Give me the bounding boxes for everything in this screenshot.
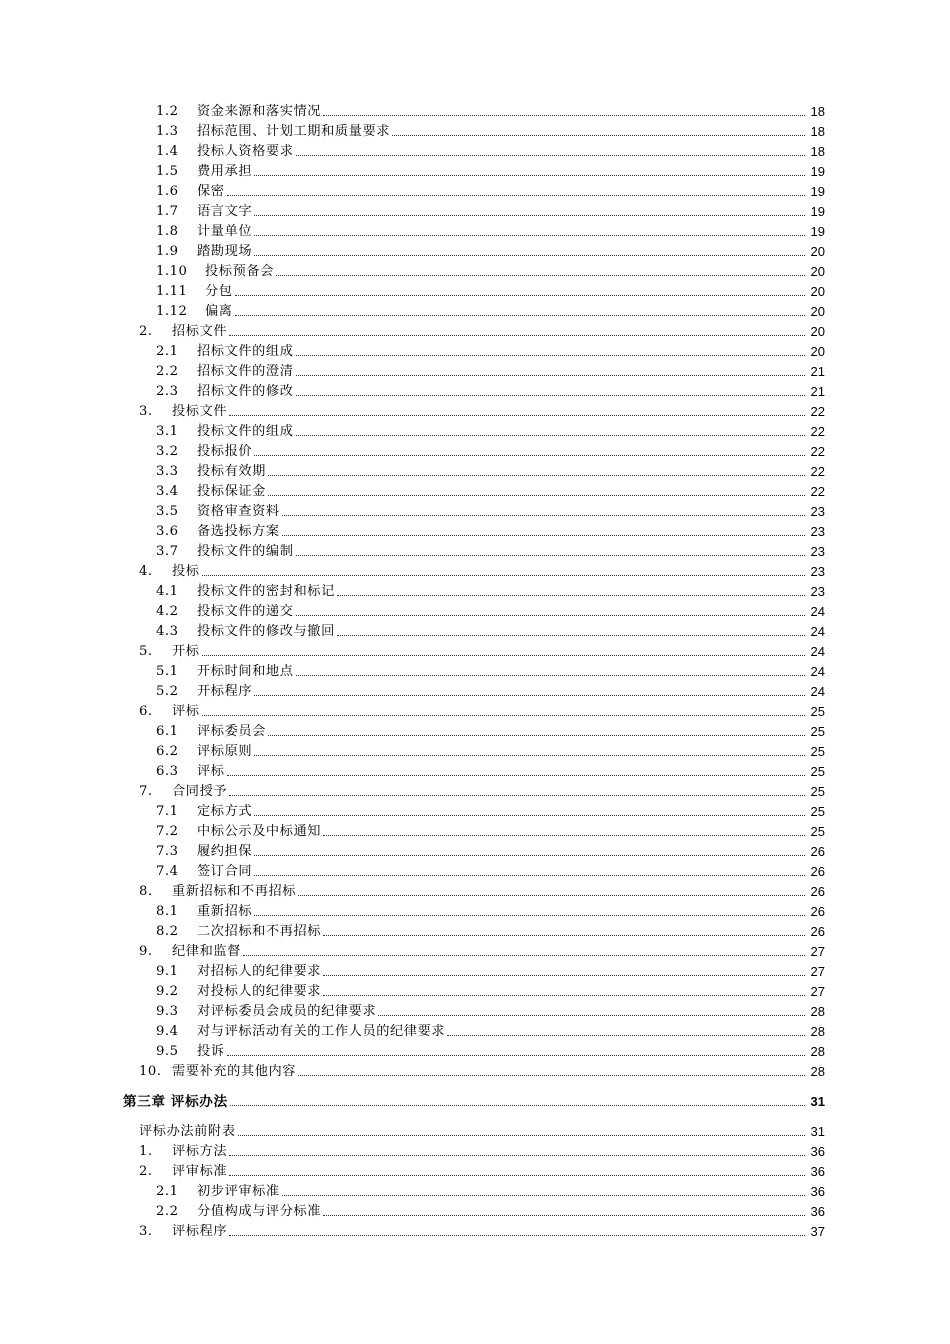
toc-entry[interactable] xyxy=(0,1180,950,1200)
toc-entry-number: 5.1 xyxy=(156,664,179,679)
toc-entry-number: 8. xyxy=(139,884,153,899)
toc-chapter-entry[interactable] xyxy=(0,1090,950,1110)
dot-leader xyxy=(268,495,805,496)
dot-leader xyxy=(296,435,805,436)
dot-leader xyxy=(229,415,805,416)
toc-entry-number: 2. xyxy=(139,1164,153,1179)
toc-entry[interactable] xyxy=(0,520,950,540)
toc-entry-number: 3. xyxy=(139,1224,153,1239)
table-of-contents xyxy=(0,100,950,1240)
toc-entry[interactable] xyxy=(0,200,950,220)
dot-leader xyxy=(296,355,805,356)
toc-entry-title: 投标文件的修改与撤回 xyxy=(197,624,335,639)
dot-leader xyxy=(254,695,805,696)
toc-entry[interactable] xyxy=(0,760,950,780)
toc-entry-number: 4.1 xyxy=(156,584,179,599)
toc-entry-title: 投标文件的组成 xyxy=(197,424,294,439)
toc-entry-title: 评审标准 xyxy=(172,1164,228,1179)
dot-leader xyxy=(202,575,805,576)
dot-leader xyxy=(254,755,805,756)
toc-entry-title: 评标方法 xyxy=(172,1144,228,1159)
toc-entry-title: 分值构成与评分标准 xyxy=(197,1204,322,1219)
toc-entry[interactable] xyxy=(0,380,950,400)
toc-entry-page-number: 22 xyxy=(810,444,825,459)
dot-leader xyxy=(447,1035,805,1036)
toc-entry-title: 投标文件的编制 xyxy=(197,544,294,559)
toc-entry[interactable] xyxy=(0,420,950,440)
toc-entry-page-number: 25 xyxy=(810,764,825,779)
toc-entry-number: 9.3 xyxy=(156,1004,179,1019)
dot-leader xyxy=(227,195,805,196)
toc-entry-title: 投标保证金 xyxy=(197,484,266,499)
dot-leader xyxy=(254,235,805,236)
toc-entry-number: 1.8 xyxy=(156,224,179,239)
toc-entry-page-number: 25 xyxy=(810,824,825,839)
toc-entry-number: 2.2 xyxy=(156,364,179,379)
toc-entry-number: 9.1 xyxy=(156,964,179,979)
dot-leader xyxy=(254,455,805,456)
dot-leader xyxy=(229,1175,805,1176)
toc-entry-page-number: 31 xyxy=(810,1094,825,1109)
toc-entry[interactable] xyxy=(0,660,950,680)
toc-entry[interactable] xyxy=(0,240,950,260)
toc-entry-title: 对投标人的纪律要求 xyxy=(197,984,322,999)
toc-entry[interactable] xyxy=(0,700,950,720)
toc-entry-title: 费用承担 xyxy=(197,164,253,179)
toc-entry-title: 重新招标和不再招标 xyxy=(172,884,297,899)
toc-entry-page-number: 36 xyxy=(810,1184,825,1199)
toc-entry-number: 3.6 xyxy=(156,524,179,539)
dot-leader xyxy=(227,1055,805,1056)
toc-entry-page-number: 28 xyxy=(810,1024,825,1039)
toc-entry-title: 投标文件的递交 xyxy=(197,604,294,619)
toc-entry-page-number: 20 xyxy=(810,244,825,259)
dot-leader xyxy=(296,615,805,616)
toc-entry[interactable] xyxy=(0,560,950,580)
toc-entry[interactable] xyxy=(0,140,950,160)
toc-entry-title: 对招标人的纪律要求 xyxy=(197,964,322,979)
toc-entry-number: 3.1 xyxy=(156,424,179,439)
toc-entry-title: 初步评审标准 xyxy=(197,1184,280,1199)
toc-entry-number: 4.3 xyxy=(156,624,179,639)
dot-leader xyxy=(323,995,805,996)
toc-entry-number: 4. xyxy=(139,564,153,579)
dot-leader xyxy=(378,1015,805,1016)
toc-entry-page-number: 26 xyxy=(810,924,825,939)
toc-entry-title: 评标原则 xyxy=(197,744,253,759)
dot-leader xyxy=(323,1215,805,1216)
toc-entry-title: 投诉 xyxy=(197,1044,225,1059)
toc-entry[interactable] xyxy=(0,720,950,740)
dot-leader xyxy=(235,315,805,316)
toc-entry-title: 需要补充的其他内容 xyxy=(172,1064,297,1079)
toc-entry-title: 偏离 xyxy=(205,304,233,319)
toc-entry-number: 7.3 xyxy=(156,844,179,859)
toc-entry-page-number: 19 xyxy=(810,164,825,179)
toc-entry-page-number: 20 xyxy=(810,344,825,359)
toc-entry[interactable] xyxy=(0,940,950,960)
toc-entry-page-number: 24 xyxy=(810,624,825,639)
dot-leader xyxy=(323,975,805,976)
toc-entry-title: 投标有效期 xyxy=(197,464,266,479)
toc-entry-page-number: 22 xyxy=(810,464,825,479)
toc-entry[interactable] xyxy=(0,900,950,920)
toc-entry-page-number: 36 xyxy=(810,1144,825,1159)
toc-entry-title: 招标文件的澄清 xyxy=(197,364,294,379)
toc-entry[interactable] xyxy=(0,680,950,700)
toc-entry-number: 1.3 xyxy=(156,124,179,139)
toc-entry-page-number: 37 xyxy=(810,1224,825,1239)
toc-entry-title: 对与评标活动有关的工作人员的纪律要求 xyxy=(197,1024,446,1039)
toc-entry[interactable] xyxy=(0,1060,950,1080)
toc-entry-number: 1.4 xyxy=(156,144,179,159)
toc-entry-title: 投标 xyxy=(172,564,200,579)
toc-entry-number: 6.3 xyxy=(156,764,179,779)
toc-entry-number: 6.1 xyxy=(156,724,179,739)
toc-entry[interactable] xyxy=(0,320,950,340)
toc-entry[interactable] xyxy=(0,280,950,300)
dot-leader xyxy=(229,1235,805,1236)
toc-entry-title: 合同授予 xyxy=(172,784,228,799)
toc-entry-page-number: 25 xyxy=(810,744,825,759)
toc-entry-page-number: 26 xyxy=(810,904,825,919)
toc-entry-number: 9.5 xyxy=(156,1044,179,1059)
toc-entry[interactable] xyxy=(0,160,950,180)
toc-entry-number: 6.2 xyxy=(156,744,179,759)
toc-entry-number: 8.1 xyxy=(156,904,179,919)
toc-entry-number: 5. xyxy=(139,644,153,659)
dot-leader xyxy=(296,155,805,156)
dot-leader xyxy=(282,535,805,536)
dot-leader xyxy=(282,1195,805,1196)
dot-leader xyxy=(202,655,805,656)
toc-entry-page-number: 19 xyxy=(810,224,825,239)
toc-entry[interactable] xyxy=(0,1000,950,1020)
dot-leader xyxy=(229,1155,805,1156)
toc-entry-number: 8.2 xyxy=(156,924,179,939)
toc-entry[interactable] xyxy=(0,980,950,1000)
toc-entry-number: 3.5 xyxy=(156,504,179,519)
toc-entry-title: 备选投标方案 xyxy=(197,524,280,539)
dot-leader xyxy=(282,515,805,516)
toc-entry-number: 3. xyxy=(139,404,153,419)
toc-entry[interactable] xyxy=(0,220,950,240)
toc-entry-number: 4.2 xyxy=(156,604,179,619)
toc-entry[interactable] xyxy=(0,340,950,360)
dot-leader xyxy=(254,175,805,176)
toc-entry[interactable] xyxy=(0,780,950,800)
toc-entry-title: 投标报价 xyxy=(197,444,253,459)
toc-entry-number: 3.7 xyxy=(156,544,179,559)
toc-entry-number: 3.3 xyxy=(156,464,179,479)
toc-entry-page-number: 22 xyxy=(810,424,825,439)
toc-entry-title: 评标 xyxy=(172,704,200,719)
toc-entry[interactable] xyxy=(0,960,950,980)
toc-entry[interactable] xyxy=(0,600,950,620)
toc-entry-number: 9. xyxy=(139,944,153,959)
toc-entry-title: 招标文件 xyxy=(172,324,228,339)
toc-entry[interactable] xyxy=(0,180,950,200)
toc-entry-page-number: 23 xyxy=(810,524,825,539)
toc-entry-number: 7.1 xyxy=(156,804,179,819)
toc-entry-page-number: 20 xyxy=(810,264,825,279)
dot-leader xyxy=(298,895,805,896)
toc-entry[interactable] xyxy=(0,1220,950,1240)
toc-entry-title: 资金来源和落实情况 xyxy=(197,104,322,119)
toc-entry-page-number: 27 xyxy=(810,984,825,999)
dot-leader xyxy=(276,275,805,276)
toc-entry-number: 6. xyxy=(139,704,153,719)
toc-entry-page-number: 18 xyxy=(810,124,825,139)
dot-leader xyxy=(296,555,805,556)
toc-entry[interactable] xyxy=(0,1140,950,1160)
toc-entry[interactable] xyxy=(0,860,950,880)
dot-leader xyxy=(296,375,805,376)
dot-leader xyxy=(243,955,805,956)
toc-entry-number: 10. xyxy=(139,1064,162,1079)
toc-entry-page-number: 28 xyxy=(810,1004,825,1019)
toc-entry-title: 计量单位 xyxy=(197,224,253,239)
toc-entry-title: 重新招标 xyxy=(197,904,253,919)
toc-entry-page-number: 31 xyxy=(810,1124,825,1139)
toc-entry[interactable] xyxy=(0,300,950,320)
toc-entry[interactable] xyxy=(0,500,950,520)
toc-entry-page-number: 20 xyxy=(810,304,825,319)
dot-leader xyxy=(296,675,805,676)
toc-entry-title: 语言文字 xyxy=(197,204,253,219)
toc-entry[interactable] xyxy=(0,360,950,380)
dot-leader xyxy=(296,395,805,396)
toc-entry-page-number: 26 xyxy=(810,884,825,899)
toc-entry-title: 对评标委员会成员的纪律要求 xyxy=(197,1004,377,1019)
dot-leader xyxy=(254,855,805,856)
toc-entry-number: 2.2 xyxy=(156,1204,179,1219)
toc-entry-page-number: 18 xyxy=(810,104,825,119)
toc-entry-title: 投标文件 xyxy=(172,404,228,419)
toc-entry-number: 2.1 xyxy=(156,344,179,359)
toc-entry-page-number: 24 xyxy=(810,604,825,619)
toc-entry-number: 1. xyxy=(139,1144,153,1159)
dot-leader xyxy=(202,715,805,716)
toc-entry-title: 签订合同 xyxy=(197,864,253,879)
toc-entry[interactable] xyxy=(0,620,950,640)
toc-entry[interactable] xyxy=(0,480,950,500)
toc-entry-page-number: 23 xyxy=(810,564,825,579)
toc-entry-page-number: 28 xyxy=(810,1044,825,1059)
toc-entry[interactable] xyxy=(0,880,950,900)
toc-entry[interactable] xyxy=(0,540,950,560)
toc-entry[interactable] xyxy=(0,1020,950,1040)
toc-entry-page-number: 26 xyxy=(810,864,825,879)
toc-entry-title: 评标 xyxy=(197,764,225,779)
toc-entry-number: 1.2 xyxy=(156,104,179,119)
toc-entry-title: 中标公示及中标通知 xyxy=(197,824,322,839)
toc-entry[interactable] xyxy=(0,260,950,280)
toc-entry[interactable] xyxy=(0,400,950,420)
toc-entry[interactable] xyxy=(0,460,950,480)
toc-entry-title: 评标委员会 xyxy=(197,724,266,739)
toc-entry-page-number: 25 xyxy=(810,784,825,799)
toc-entry-title: 纪律和监督 xyxy=(172,944,241,959)
toc-entry[interactable] xyxy=(0,800,950,820)
toc-entry-number: 1.12 xyxy=(156,304,188,319)
dot-leader xyxy=(323,115,805,116)
toc-entry-number: 7.4 xyxy=(156,864,179,879)
dot-leader xyxy=(229,795,805,796)
toc-entry-title: 定标方式 xyxy=(197,804,253,819)
toc-entry-title: 招标范围、计划工期和质量要求 xyxy=(197,124,391,139)
toc-entry-page-number: 19 xyxy=(810,204,825,219)
toc-entry[interactable] xyxy=(0,820,950,840)
toc-entry-title: 投标人资格要求 xyxy=(197,144,294,159)
toc-entry-title: 分包 xyxy=(205,284,233,299)
toc-entry-page-number: 23 xyxy=(810,504,825,519)
toc-entry-title: 招标文件的组成 xyxy=(197,344,294,359)
dot-leader xyxy=(254,215,805,216)
toc-entry-page-number: 24 xyxy=(810,664,825,679)
toc-entry-title: 履约担保 xyxy=(197,844,253,859)
toc-entry[interactable] xyxy=(0,740,950,760)
toc-entry-number: 2.3 xyxy=(156,384,179,399)
dot-leader xyxy=(392,135,805,136)
toc-entry-title: 评标办法前附表 xyxy=(139,1124,236,1139)
toc-entry[interactable] xyxy=(0,120,950,140)
dot-leader xyxy=(323,835,805,836)
toc-entry-page-number: 23 xyxy=(810,544,825,559)
toc-entry-number: 1.5 xyxy=(156,164,179,179)
dot-leader xyxy=(323,935,805,936)
dot-leader xyxy=(254,815,805,816)
toc-entry[interactable] xyxy=(0,840,950,860)
toc-entry-page-number: 25 xyxy=(810,804,825,819)
dot-leader xyxy=(337,595,805,596)
dot-leader xyxy=(268,475,805,476)
toc-entry-title: 招标文件的修改 xyxy=(197,384,294,399)
toc-entry-page-number: 21 xyxy=(810,364,825,379)
dot-leader xyxy=(227,775,805,776)
dot-leader xyxy=(229,335,805,336)
toc-entry-number: 2.1 xyxy=(156,1184,179,1199)
toc-entry-title: 保密 xyxy=(197,184,225,199)
toc-entry-page-number: 25 xyxy=(810,704,825,719)
toc-entry-page-number: 22 xyxy=(810,404,825,419)
toc-entry-number: 9.4 xyxy=(156,1024,179,1039)
dot-leader xyxy=(254,255,805,256)
toc-entry-page-number: 23 xyxy=(810,584,825,599)
toc-entry-number: 1.7 xyxy=(156,204,179,219)
toc-entry[interactable] xyxy=(0,100,950,120)
toc-entry-number: 3.2 xyxy=(156,444,179,459)
toc-entry-number: 7.2 xyxy=(156,824,179,839)
toc-entry-number: 1.9 xyxy=(156,244,179,259)
toc-entry[interactable] xyxy=(0,920,950,940)
dot-leader xyxy=(254,875,805,876)
toc-entry-number: 3.4 xyxy=(156,484,179,499)
toc-entry-title: 踏勘现场 xyxy=(197,244,253,259)
toc-entry-page-number: 21 xyxy=(810,384,825,399)
toc-entry-page-number: 36 xyxy=(810,1204,825,1219)
toc-entry-number: 1.11 xyxy=(156,284,188,299)
toc-entry-title: 投标文件的密封和标记 xyxy=(197,584,335,599)
toc-entry-page-number: 18 xyxy=(810,144,825,159)
toc-entry-number: 1.10 xyxy=(156,264,188,279)
toc-entry-title: 二次招标和不再招标 xyxy=(197,924,322,939)
toc-entry-page-number: 20 xyxy=(810,284,825,299)
dot-leader xyxy=(268,735,805,736)
dot-leader xyxy=(235,295,805,296)
toc-entry[interactable] xyxy=(0,580,950,600)
toc-entry-number: 7. xyxy=(139,784,153,799)
toc-entry-page-number: 20 xyxy=(810,324,825,339)
toc-entry-page-number: 27 xyxy=(810,964,825,979)
toc-entry[interactable] xyxy=(0,1200,950,1220)
toc-entry-number: 2. xyxy=(139,324,153,339)
toc-entry-title: 评标程序 xyxy=(172,1224,228,1239)
toc-entry[interactable] xyxy=(0,1120,950,1140)
toc-entry-page-number: 27 xyxy=(810,944,825,959)
toc-entry-page-number: 28 xyxy=(810,1064,825,1079)
toc-entry-title: 开标 xyxy=(172,644,200,659)
toc-entry-page-number: 25 xyxy=(810,724,825,739)
dot-leader xyxy=(337,635,805,636)
toc-entry-page-number: 26 xyxy=(810,844,825,859)
toc-entry-title: 开标程序 xyxy=(197,684,253,699)
toc-entry[interactable] xyxy=(0,640,950,660)
toc-entry-number: 5.2 xyxy=(156,684,179,699)
dot-leader xyxy=(254,915,805,916)
toc-entry-title: 资格审查资料 xyxy=(197,504,280,519)
toc-entry-page-number: 22 xyxy=(810,484,825,499)
toc-entry-page-number: 24 xyxy=(810,644,825,659)
toc-entry-title: 投标预备会 xyxy=(205,264,274,279)
dot-leader xyxy=(298,1075,805,1076)
toc-entry-page-number: 24 xyxy=(810,684,825,699)
toc-entry-title: 第三章 评标办法 xyxy=(123,1094,228,1110)
dot-leader xyxy=(238,1135,805,1136)
toc-entry-page-number: 19 xyxy=(810,184,825,199)
toc-entry-title: 开标时间和地点 xyxy=(197,664,294,679)
toc-entry[interactable] xyxy=(0,1160,950,1180)
toc-entry-page-number: 36 xyxy=(810,1164,825,1179)
toc-entry-number: 1.6 xyxy=(156,184,179,199)
toc-entry[interactable] xyxy=(0,440,950,460)
toc-entry[interactable] xyxy=(0,1040,950,1060)
dot-leader xyxy=(230,1105,805,1106)
toc-entry-number: 9.2 xyxy=(156,984,179,999)
